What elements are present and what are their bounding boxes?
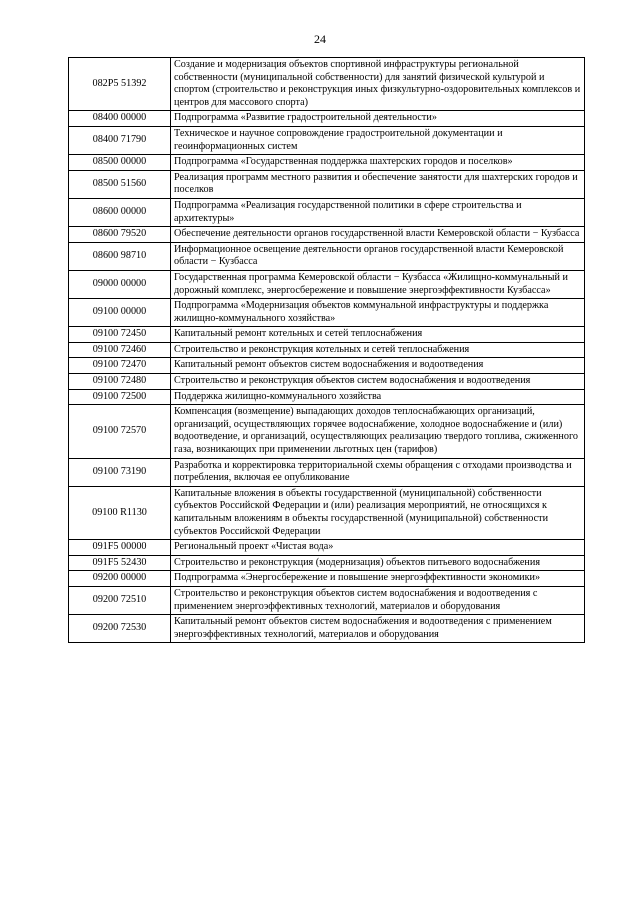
row-description: Подпрограмма «Модернизация объектов коммунальной инфраструктуры и поддержка жилищно-коммунального хозяйства» [171, 299, 585, 327]
row-code: 091F5 00000 [69, 540, 171, 556]
table-row [69, 486, 585, 539]
row-description: Строительство и реконструкция котельных и сетей теплоснабжения [171, 342, 585, 358]
row-code: 08600 79520 [69, 227, 171, 243]
row-description: Разработка и корректировка территориальной схемы обращения с отходами производства и потребления, включая ее опубликование [171, 458, 585, 486]
table-row [69, 540, 585, 556]
table-body [69, 58, 585, 643]
row-code: 08400 00000 [69, 111, 171, 127]
table-row [69, 405, 585, 458]
table-row [69, 389, 585, 405]
row-description: Техническое и научное сопровождение градостроительной документации и геоинформационных систем [171, 126, 585, 154]
row-code: 09100 R1130 [69, 486, 171, 539]
row-code: 09100 72470 [69, 358, 171, 374]
row-code: 08500 51560 [69, 170, 171, 198]
table-row [69, 342, 585, 358]
table-row [69, 198, 585, 226]
row-description: Капитальный ремонт объектов систем водоснабжения и водоотведения с применением энергоэффективных технологий, материалов и оборудования [171, 615, 585, 643]
row-code: 091F5 52430 [69, 555, 171, 571]
row-description: Информационное освещение деятельности органов государственной власти Кемеровской области − Кузбасса [171, 242, 585, 270]
row-description: Обеспечение деятельности органов государственной власти Кемеровской области − Кузбасса [171, 227, 585, 243]
row-description: Строительство и реконструкция объектов систем водоснабжения и водоотведения с применением энергоэффективных технологий, материалов и оборудования [171, 586, 585, 614]
table-row [69, 571, 585, 587]
row-code: 08500 00000 [69, 155, 171, 171]
row-description: Подпрограмма «Реализация государственной политики в сфере строительства и архитектуры» [171, 198, 585, 226]
row-description: Поддержка жилищно-коммунального хозяйства [171, 389, 585, 405]
table-row [69, 615, 585, 643]
row-description: Государственная программа Кемеровской области − Кузбасса «Жилищно-коммунальный и дорожный комплекс, энергосбережение и повышение энергоэффективности Кузбасса» [171, 270, 585, 298]
row-description: Строительство и реконструкция (модернизация) объектов питьевого водоснабжения [171, 555, 585, 571]
row-code: 09100 72450 [69, 327, 171, 343]
row-code: 09100 73190 [69, 458, 171, 486]
row-code: 08400 71790 [69, 126, 171, 154]
row-description: Подпрограмма «Государственная поддержка шахтерских городов и поселков» [171, 155, 585, 171]
table-row [69, 227, 585, 243]
table-row [69, 458, 585, 486]
row-description: Подпрограмма «Энергосбережение и повышение энергоэффективности экономики» [171, 571, 585, 587]
table-row [69, 111, 585, 127]
row-description: Строительство и реконструкция объектов систем водоснабжения и водоотведения [171, 374, 585, 390]
row-code: 09000 00000 [69, 270, 171, 298]
row-description: Создание и модернизация объектов спортивной инфраструктуры региональной собственности (муниципальной собственности) для занятий физической культурой и спортом (строительство и реконструкция иных физкультурно-оздоровительных комплексов и центров для массового спорта) [171, 58, 585, 111]
row-code: 08600 00000 [69, 198, 171, 226]
table-row [69, 58, 585, 111]
page-number: 24 [314, 32, 326, 46]
row-code: 09200 72510 [69, 586, 171, 614]
table-row [69, 155, 585, 171]
row-code: 09100 00000 [69, 299, 171, 327]
row-code: 09200 72530 [69, 615, 171, 643]
row-code: 09100 72460 [69, 342, 171, 358]
table-row [69, 358, 585, 374]
row-description: Реализация программ местного развития и обеспечение занятости для шахтерских городов и поселков [171, 170, 585, 198]
table-row [69, 126, 585, 154]
table-row [69, 242, 585, 270]
row-code: 09200 00000 [69, 571, 171, 587]
table-row [69, 374, 585, 390]
row-description: Подпрограмма «Развитие градостроительной деятельности» [171, 111, 585, 127]
row-code: 09100 72480 [69, 374, 171, 390]
row-code: 082P5 51392 [69, 58, 171, 111]
table-row [69, 299, 585, 327]
row-description: Региональный проект «Чистая вода» [171, 540, 585, 556]
row-code: 09100 72500 [69, 389, 171, 405]
row-description: Капитальный ремонт объектов систем водоснабжения и водоотведения [171, 358, 585, 374]
table-row [69, 555, 585, 571]
row-code: 09100 72570 [69, 405, 171, 458]
row-code: 08600 98710 [69, 242, 171, 270]
row-description: Компенсация (возмещение) выпадающих доходов теплоснабжающих организаций, организаций, осуществляющих горячее водоснабжение, холодное водоснабжение и (или) водоотведение, и организаций, осуществляющих реализацию твердого топлива, сжиженного газа, возникающих при применении льготных цен (тарифов) [171, 405, 585, 458]
table-row [69, 170, 585, 198]
table-row [69, 327, 585, 343]
table-row [69, 270, 585, 298]
row-description: Капитальный ремонт котельных и сетей теплоснабжения [171, 327, 585, 343]
budget-codes-table [68, 57, 585, 643]
table-row [69, 586, 585, 614]
row-description: Капитальные вложения в объекты государственной (муниципальной) собственности субъектов Российской Федерации и (или) реализация мероприятий, не относящихся к капитальным вложениям в объекты государственной (муниципальной) собственности субъектов Российской Федерации [171, 486, 585, 539]
